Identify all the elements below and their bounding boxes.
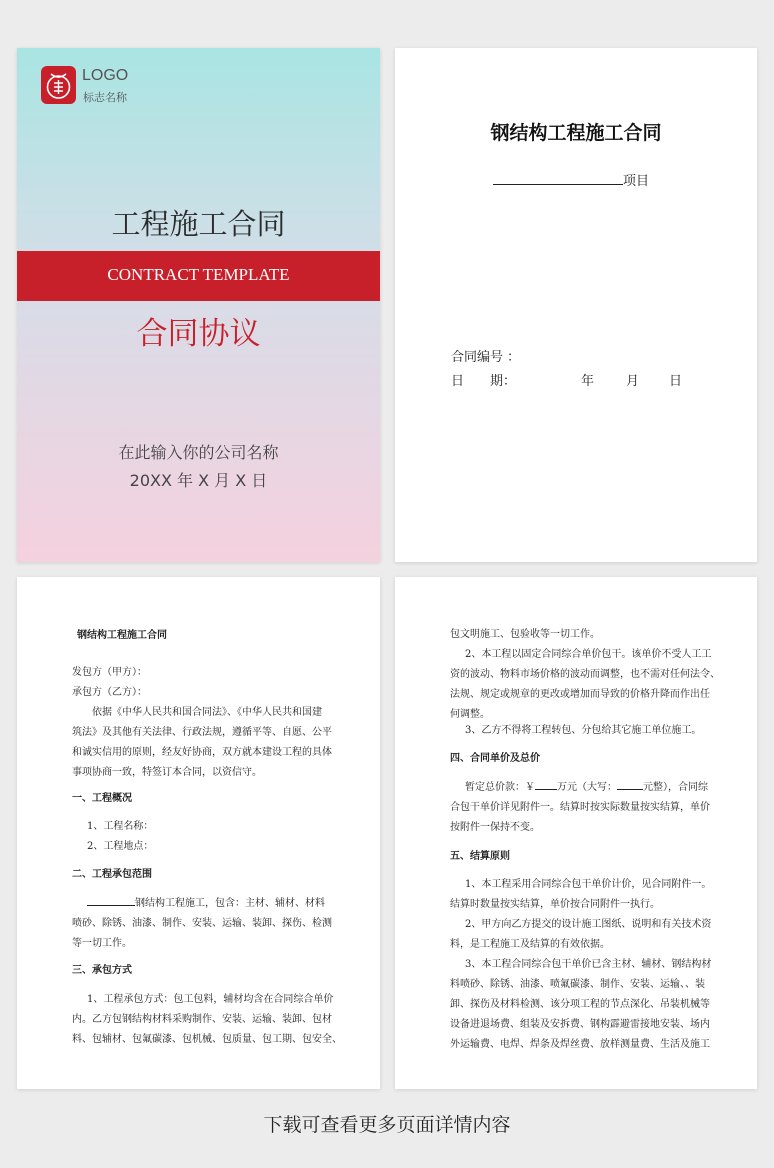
price-label: 暂定总价款：￥: [465, 782, 535, 793]
text-line: 1、本工程采用合同综合包干单价计价，见合同附件一。: [465, 879, 712, 890]
day-label: 日: [669, 374, 683, 389]
year-label: 年: [581, 374, 595, 389]
section-heading: 四、合同单价及总价: [450, 753, 540, 764]
project-line: [493, 170, 649, 189]
logo-text: LOGO: [82, 67, 129, 84]
section-heading: 五、结算原则: [450, 851, 510, 862]
section-heading: 三、承包方式: [72, 965, 132, 976]
text-line: 资的波动、物料市场价格的波动而调整，也不需对任何法令、: [450, 669, 720, 680]
text-line: 卸、探伤及材料检测、该分项工程的节点深化、吊装机械等: [450, 999, 710, 1010]
download-hint: 下载可查看更多页面详情内容: [263, 1114, 511, 1136]
method-line: 料、包辅材、包氟碳漆、包机械、包质量、包工期、包安全、: [72, 1034, 342, 1045]
title-band: [17, 251, 380, 301]
intro-line: 筑法》及其他有关法律、行政法规，遵循平等、自愿、公平: [72, 727, 332, 738]
cover-page: [17, 48, 380, 562]
scope-line: 等一切工作。: [72, 938, 132, 949]
cover-subtitle: 合同协议: [136, 316, 261, 352]
date-label: 日 期：: [451, 374, 517, 389]
project-blank: [493, 170, 623, 185]
page-heading: 钢结构工程施工合同: [77, 630, 167, 641]
company-name: 在此输入你的公司名称: [118, 443, 279, 462]
cover-date: 20XX 年 X 月 X 日: [129, 471, 268, 490]
text-line: 包文明施工、包验收等一切工作。: [450, 629, 600, 640]
section-heading: 一、工程概况: [72, 793, 132, 804]
method-line: 内。乙方包钢结构材料采购制作、安装、运输、装卸、包材: [72, 1014, 332, 1025]
contract-page-2: [395, 577, 757, 1089]
title-page: [395, 48, 757, 562]
text-line: 结算时数量按实结算，单价按合同附件一执行。: [450, 899, 660, 910]
party-a: 发包方（甲方）：: [72, 667, 147, 678]
contract-title: 钢结构工程施工合同: [490, 122, 662, 144]
contract-number: 合同编号 ：: [451, 350, 521, 365]
text-line: 料喷砂、除锈、油漆、喷氟碳漆、制作、安装、运输、、装: [450, 979, 705, 990]
project-suffix: 项目: [623, 174, 650, 189]
party-b: 承包方（乙方）：: [72, 687, 147, 698]
price-blank: [617, 779, 643, 790]
list-item: 2、工程地点：: [87, 841, 154, 852]
text-line: 设备进退场费、组装及安拆费、钢构霹避雷接地安装、场内: [450, 1019, 710, 1030]
text-line: 何调整。: [450, 709, 490, 720]
logo-icon: [41, 66, 76, 104]
text-line: 外运输费、电焊、焊条及焊丝费、放样测量费、生活及施工: [450, 1039, 710, 1050]
scope-line: 喷砂、除锈、油漆、制作、安装、运输、装卸、探伤、检测: [72, 918, 332, 929]
band-text: CONTRACT TEMPLATE: [107, 265, 290, 284]
price-blank: [535, 779, 557, 790]
text-line: 合包干单价详见附件一。结算时按实际数量按实结算，单价: [450, 802, 710, 813]
intro-line: 事项协商一致，特签订本合同，以资信守。: [72, 767, 262, 778]
scope-blank: [87, 895, 135, 906]
text-line: 2、本工程以固定合同综合单价包干。该单价不受人工工: [465, 649, 712, 660]
method-line: 1、工程承包方式：包工包料，辅材均含在合同综合单价: [87, 994, 334, 1005]
intro-line: 和诚实信用的原则，经友好协商，双方就本建设工程的具体: [72, 747, 332, 758]
text-line: 3、乙方不得将工程转包、分包给其它施工单位施工。: [465, 725, 702, 736]
text-line: 料，是工程施工及结算的有效依据。: [450, 939, 610, 950]
text-line: 2、甲方向乙方提交的设计施工图纸、说明和有关技术资: [465, 919, 712, 930]
list-item: 1、工程名称：: [87, 821, 154, 832]
scope-line: [87, 894, 325, 909]
price-tail: 元整），合同综: [643, 782, 708, 793]
scope-text: 钢结构工程施工，包含：主材、辅材、材料: [135, 898, 325, 909]
month-label: 月: [626, 374, 640, 389]
text-line: 法规、规定或规章的更改或增加而导致的价格升降而作出任: [450, 689, 710, 700]
intro-line: 依据《中华人民共和国合同法》、《中华人民共和国建: [92, 707, 322, 718]
price-unit: 万元（大写：: [557, 782, 617, 793]
logo-subtitle: 标志名称: [83, 91, 127, 104]
section-heading: 二、工程承包范围: [72, 869, 152, 880]
text-line: 3、本工程合同综合包干单价已含主材、辅材、钢结构材: [465, 959, 712, 970]
cover-title: 工程施工合同: [111, 207, 286, 241]
text-line: 按附件一保持不变。: [450, 822, 540, 833]
contract-page-1: [17, 577, 380, 1089]
price-line: [465, 778, 708, 793]
